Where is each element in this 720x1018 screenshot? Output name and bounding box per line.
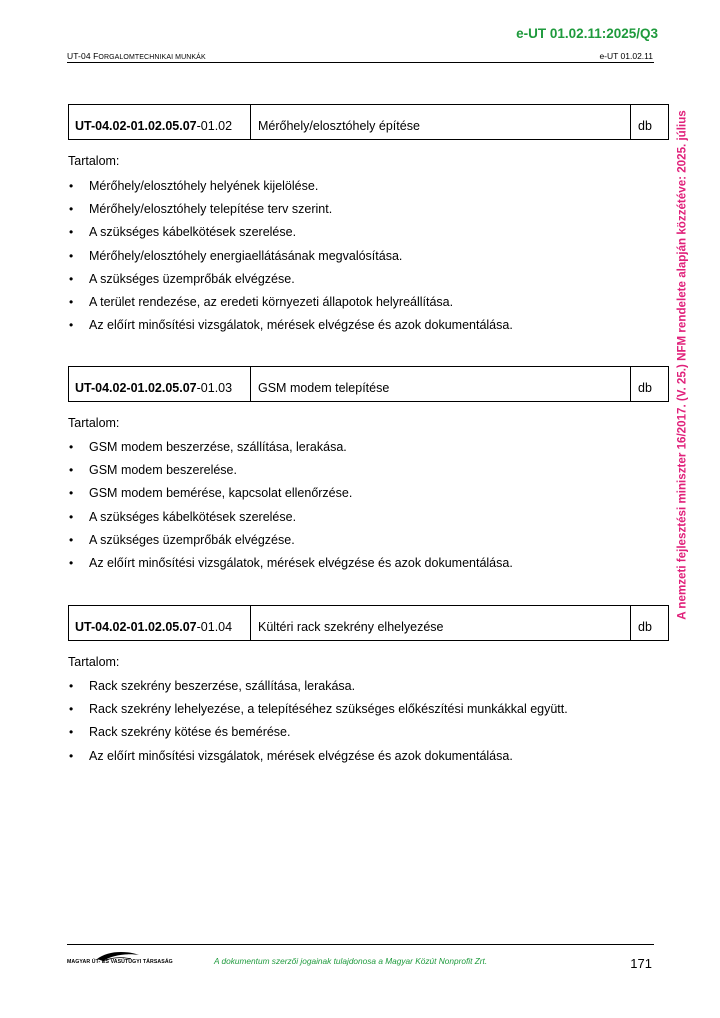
content-list [68,440,513,579]
footer-divider [67,944,654,945]
chapter-title [67,51,206,61]
list-item: • Az előírt minősítési vizsgálatok, mérések elvégzése és azok dokumentálása. [68,749,568,772]
list-item: • Mérőhely/elosztóhely helyének kijelölése. [68,179,513,202]
item-code-suffix: -01.03 [196,381,233,395]
item-unit: db [638,119,652,133]
item-header-table [68,104,669,140]
list-item: • GSM modem beszerzése, szállítása, lerakása. [68,440,513,463]
list-item: • Az előírt minősítési vizsgálatok, mérések elvégzése és azok dokumentálása. [68,318,513,341]
content-label: Tartalom: [68,416,120,430]
chapter-title-prefix: UT-04 F [67,51,99,61]
header-divider [67,62,654,63]
item-title: GSM modem telepítése [251,367,631,401]
item-code-suffix: -01.02 [196,119,233,133]
item-code-bold: UT-04.02-01.02.05.07 [75,119,197,133]
list-item: • Rack szekrény beszerzése, szállítása, lerakása. [68,679,568,702]
society-logo-text: MAGYAR ÚT- ÉS VASÚTÜGYI TÁRSASÁG [67,959,173,965]
item-unit: db [638,381,652,395]
list-item: • Rack szekrény kötése és bemérése. [68,725,568,748]
list-item: • GSM modem bemérése, kapcsolat ellenőrzése. [68,486,513,509]
list-item: • A szükséges üzemprőbák elvégzése. [68,272,513,295]
chapter-title-smallcaps: ORGALOMTECHNIKAI MUNKÁK [98,54,206,61]
list-item: • A szükséges kábelkötések szerelése. [68,510,513,533]
list-item: • Mérőhely/elosztóhely energiaellátásának megvalósítása. [68,249,513,272]
copyright-note: A dokumentum szerzői jogainak tulajdonosa a Magyar Közút Nonprofit Zrt. [214,956,488,966]
item-code-suffix: -01.04 [196,620,233,634]
content-list [68,679,568,772]
list-item: • Rack szekrény lehelyezése, a telepítéséhez szükséges előkészítési munkákkal együtt. [68,702,568,725]
item-unit: db [638,620,652,634]
publication-note: A nemzeti fejlesztési miniszter 16/2017. (V. 25.) NFM rendelete alapján közzétéve: 2025. július [675,110,689,620]
item-header-table [68,366,669,402]
content-label: Tartalom: [68,154,120,168]
list-item: • GSM modem beszerelése. [68,463,513,486]
list-item: • Mérőhely/elosztóhely telepítése terv szerint. [68,202,513,225]
list-item: • A terület rendezése, az eredeti környezeti állapotok helyreállítása. [68,295,513,318]
item-title: Mérőhely/elosztóhely építése [251,105,631,139]
list-item: • Az előírt minősítési vizsgálatok, mérések elvégzése és azok dokumentálása. [68,556,513,579]
list-item: • A szükséges üzemprőbák elvégzése. [68,533,513,556]
item-code-bold: UT-04.02-01.02.05.07 [75,620,197,634]
item-code-cell [69,105,251,139]
item-title: Kültéri rack szekrény elhelyezése [251,606,631,640]
document-code: e-UT 01.02.11:2025/Q3 [516,26,658,41]
item-header-table [68,605,669,641]
content-list [68,179,513,341]
page-number: 171 [630,956,652,971]
item-code-bold: UT-04.02-01.02.05.07 [75,381,197,395]
list-item: • A szükséges kábelkötések szerelése. [68,225,513,248]
header-reference: e-UT 01.02.11 [599,51,653,61]
content-label: Tartalom: [68,655,120,669]
item-code-cell [69,606,251,640]
item-code-cell [69,367,251,401]
